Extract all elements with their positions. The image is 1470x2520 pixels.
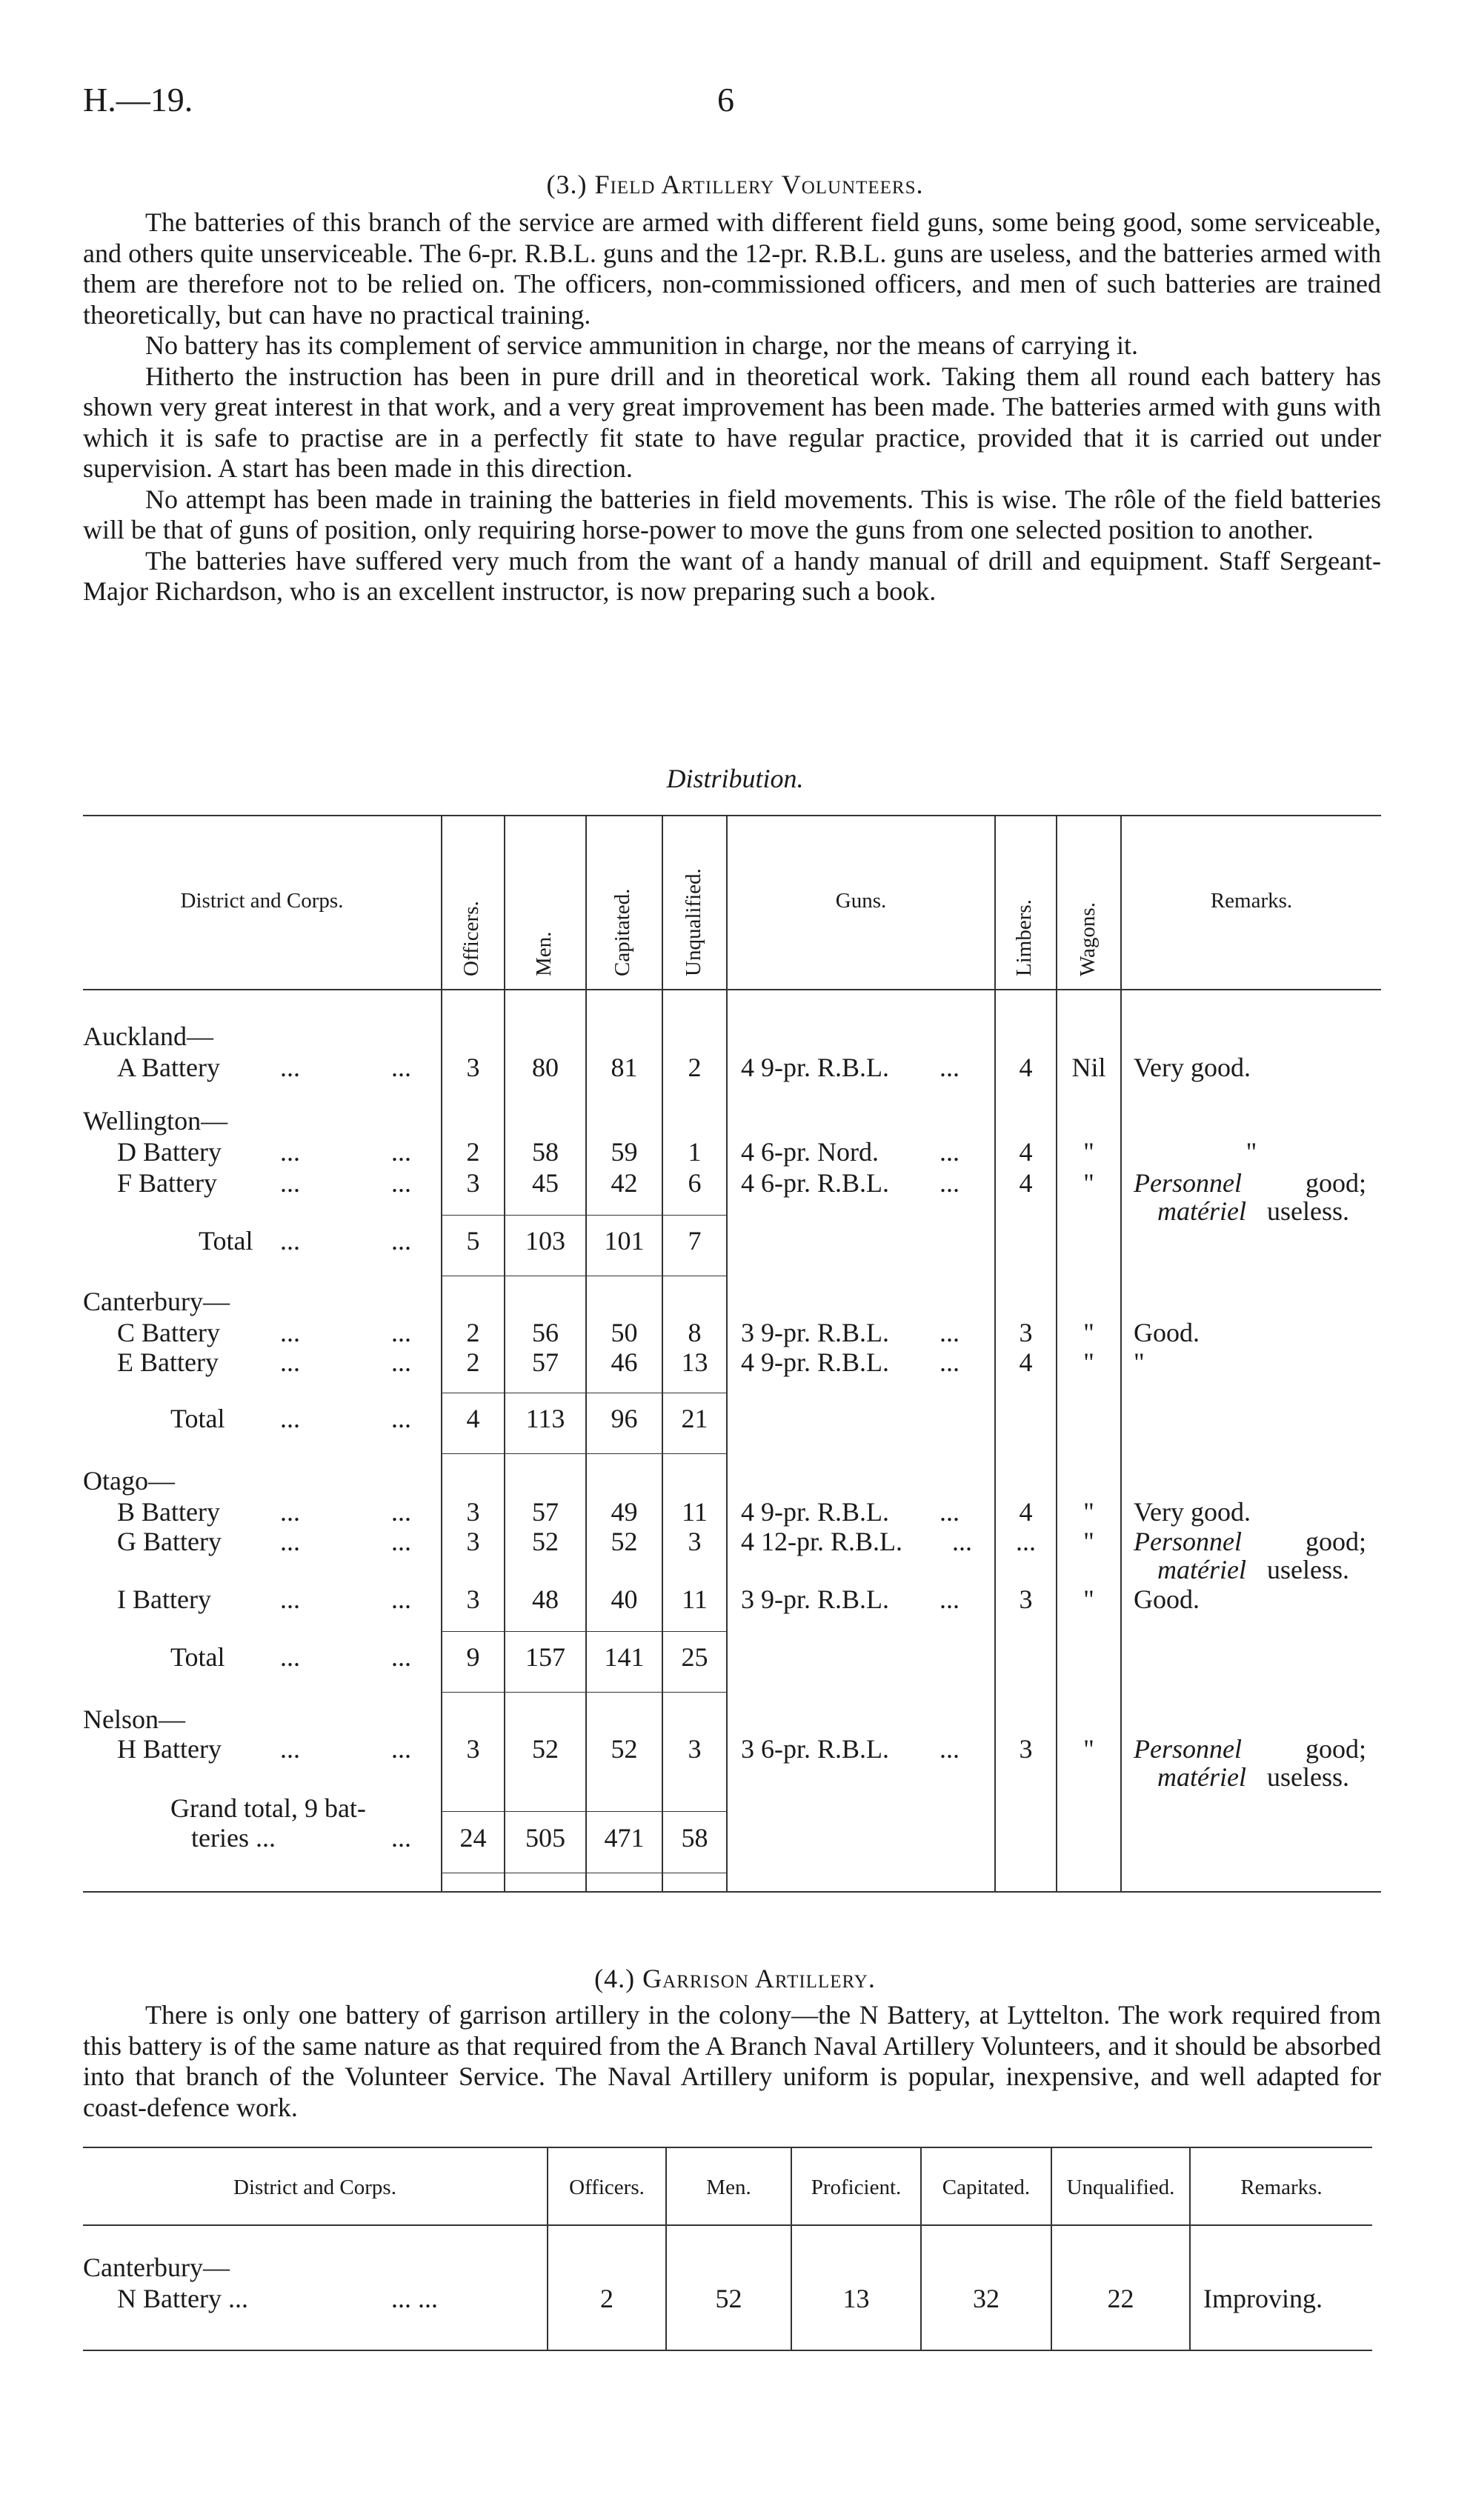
col-header-district: District and Corps. xyxy=(180,889,344,913)
section-4-body xyxy=(83,2000,1381,2123)
guns-value: 4 9-pr. R.B.L. xyxy=(741,1497,890,1527)
total-label: Total xyxy=(170,1404,225,1433)
capitated-value: 49 xyxy=(611,1497,638,1527)
paragraph: The batteries have suffered very much from the want of a handy manual of drill and equipment. Staff Sergeant-Major Richardson, who is an excellent instructor, is now preparing such a book. xyxy=(83,545,1381,606)
corps-name: F Battery xyxy=(117,1168,217,1198)
leader-dots: ... xyxy=(280,1053,300,1082)
leader-dots: ... xyxy=(939,1168,960,1198)
leader-dots: ... xyxy=(391,1347,411,1377)
remarks-materiel: matériel xyxy=(1157,1762,1246,1792)
col-header-remarks: Remarks. xyxy=(1240,2176,1323,2199)
guns-value: 3 9-pr. R.B.L. xyxy=(741,1318,890,1347)
grand-total-label: Grand total, 9 bat- xyxy=(170,1793,366,1823)
remarks-useless: useless. xyxy=(1267,1555,1349,1584)
section-3-body xyxy=(83,207,1381,607)
men-value: 57 xyxy=(532,1347,559,1377)
col-header-remarks: Remarks. xyxy=(1210,889,1293,913)
section-3-number: (3.) xyxy=(546,170,588,199)
unqualified-value: 8 xyxy=(688,1318,702,1347)
officers-value: 9 xyxy=(466,1642,480,1672)
paragraph: No battery has its complement of service ammunition in charge, nor the means of carrying it. xyxy=(145,330,1138,360)
capitated-value: 40 xyxy=(611,1584,638,1614)
officers-value: 3 xyxy=(466,1497,480,1527)
col-header-capitated: Capitated. xyxy=(942,2176,1031,2199)
table-bottom-rule xyxy=(83,2350,1372,2351)
limbers-value: 4 xyxy=(1019,1053,1033,1082)
remarks-value: " xyxy=(1245,1137,1257,1167)
leader-dots: ... xyxy=(939,1584,960,1614)
capitated-value: 81 xyxy=(611,1053,638,1082)
leader-dots: ... xyxy=(391,1642,411,1672)
total-label: Total xyxy=(199,1226,253,1256)
section-4-heading xyxy=(0,1963,1470,1994)
men-value: 52 xyxy=(715,2284,742,2313)
officers-value: 4 xyxy=(466,1404,480,1433)
leader-dots: ... xyxy=(280,1226,300,1256)
unqualified-value: 2 xyxy=(688,1053,702,1082)
guns-value: 3 9-pr. R.B.L. xyxy=(741,1584,890,1614)
officers-value: 2 xyxy=(466,1137,480,1167)
limbers-value: 3 xyxy=(1019,1584,1033,1614)
leader-dots: ... xyxy=(391,1053,411,1082)
men-value: 113 xyxy=(525,1404,565,1433)
leader-dots: ... xyxy=(280,1404,300,1433)
district-canterbury: Canterbury— xyxy=(83,2253,230,2282)
unqualified-value: 11 xyxy=(682,1497,708,1527)
wagons-value: Nil xyxy=(1071,1053,1106,1082)
officers-value: 3 xyxy=(466,1168,480,1198)
capitated-value: 59 xyxy=(611,1137,638,1167)
leader-dots: ... xyxy=(391,1497,411,1527)
district-auckland: Auckland— xyxy=(83,1021,213,1051)
remarks-personnel: Personnel xyxy=(1134,1734,1242,1764)
section-3-title: Field Artillery Volunteers. xyxy=(594,170,924,199)
men-value: 52 xyxy=(532,1734,559,1764)
col-header-men: Men. xyxy=(706,2176,751,2199)
leader-dots: ... xyxy=(280,1137,300,1167)
col-header-unqualified: Unqualified. xyxy=(1066,2176,1175,2199)
district-wellington: Wellington— xyxy=(83,1106,228,1136)
limbers-value: 4 xyxy=(1019,1168,1033,1198)
unqualified-value: 11 xyxy=(682,1584,708,1614)
col-header-proficient: Proficient. xyxy=(811,2176,902,2199)
officers-value: 3 xyxy=(466,1527,480,1556)
remarks-useless: useless. xyxy=(1267,1196,1349,1226)
proficient-value: 13 xyxy=(842,2284,870,2313)
leader-dots: ... xyxy=(391,1137,411,1167)
paragraph: The batteries of this branch of the service are armed with different field guns, some being good, some serviceable, and others quite unserviceable. The 6-pr. R.B.L. guns and the 12-pr. R.B.L. guns are useless, and the batteries armed with them are therefore not to be relied on. The officers, non-commissioned officers, and men of such batteries are trained theoretically, but can have no practical training. xyxy=(83,207,1381,330)
col-header-men: Men. xyxy=(532,931,556,976)
limbers-value: 3 xyxy=(1019,1318,1033,1347)
leader-dots: ... xyxy=(391,1823,411,1853)
capitated-value: 101 xyxy=(604,1226,645,1256)
col-header-unqualified: Unqualified. xyxy=(682,868,705,976)
guns-value: 3 6-pr. R.B.L. xyxy=(741,1734,890,1764)
leader-dots: ... xyxy=(280,1347,300,1377)
wagons-value: " xyxy=(1083,1527,1094,1556)
men-value: 505 xyxy=(525,1823,565,1853)
remarks-good: good; xyxy=(1306,1734,1367,1764)
leader-dots: ... xyxy=(939,1497,960,1527)
col-header-capitated: Capitated. xyxy=(611,888,634,976)
capitated-value: 32 xyxy=(973,2284,1000,2313)
corps-name: A Battery xyxy=(117,1053,220,1082)
table-caption: Distribution. xyxy=(666,764,804,793)
men-value: 48 xyxy=(532,1584,559,1614)
corps-name: G Battery xyxy=(117,1527,222,1556)
wagons-value: " xyxy=(1083,1584,1094,1614)
men-value: 56 xyxy=(532,1318,559,1347)
table-header-rule xyxy=(83,989,1381,990)
officers-value: 3 xyxy=(466,1584,480,1614)
remarks-materiel: matériel xyxy=(1157,1196,1246,1226)
men-value: 157 xyxy=(525,1642,565,1672)
leader-dots: ... xyxy=(939,1318,960,1347)
corps-name: H Battery xyxy=(117,1734,222,1764)
unqualified-value: 21 xyxy=(681,1404,708,1433)
limbers-value: 4 xyxy=(1019,1347,1033,1377)
remarks-value: " xyxy=(1134,1347,1145,1377)
total-rule xyxy=(441,1215,726,1216)
corps-name: E Battery xyxy=(117,1347,219,1377)
capitated-value: 46 xyxy=(611,1347,638,1377)
total-rule xyxy=(441,1811,726,1812)
men-value: 45 xyxy=(532,1168,559,1198)
leader-dots: ... xyxy=(391,1318,411,1347)
col-header-wagons: Wagons. xyxy=(1076,902,1100,976)
leader-dots: ... xyxy=(391,1226,411,1256)
guns-value: 4 9-pr. R.B.L. xyxy=(741,1347,890,1377)
capitated-value: 96 xyxy=(611,1404,638,1433)
table-header-rule xyxy=(83,2224,1372,2226)
men-value: 52 xyxy=(532,1527,559,1556)
officers-value: 3 xyxy=(466,1734,480,1764)
district-canterbury: Canterbury— xyxy=(83,1287,230,1316)
corps-name: I Battery xyxy=(117,1584,211,1614)
unqualified-value: 58 xyxy=(681,1823,708,1853)
leader-dots: ... xyxy=(939,1053,960,1082)
col-divider xyxy=(1120,815,1122,1891)
remarks-good: good; xyxy=(1306,1527,1367,1556)
remarks-good: good; xyxy=(1306,1168,1367,1198)
leader-dots: ... ... xyxy=(391,2284,438,2313)
capitated-value: 471 xyxy=(604,1823,645,1853)
leader-dots: ... xyxy=(280,1497,300,1527)
page-code: H.—19. xyxy=(83,81,193,119)
district-otago: Otago— xyxy=(83,1466,175,1496)
leader-dots: ... xyxy=(939,1734,960,1764)
corps-name: D Battery xyxy=(117,1137,222,1167)
wagons-value: " xyxy=(1083,1347,1094,1377)
guns-value: 4 9-pr. R.B.L. xyxy=(741,1053,890,1082)
paragraph: No attempt has been made in training the batteries in field movements. This is wise. The rôle of the field batteries will be that of guns of position, only requiring horse-power to move the guns from one selected position to another. xyxy=(83,484,1381,544)
unqualified-value: 13 xyxy=(681,1347,708,1377)
corps-name: C Battery xyxy=(117,1318,220,1347)
total-rule xyxy=(441,1453,726,1454)
remarks-personnel: Personnel xyxy=(1134,1527,1242,1556)
wagons-value: " xyxy=(1083,1137,1094,1167)
limbers-value: ... xyxy=(1016,1527,1036,1556)
capitated-value: 50 xyxy=(611,1318,638,1347)
unqualified-value: 22 xyxy=(1107,2284,1134,2313)
unqualified-value: 3 xyxy=(688,1734,702,1764)
leader-dots: ... xyxy=(391,1527,411,1556)
officers-value: 24 xyxy=(459,1823,487,1853)
officers-value: 2 xyxy=(466,1318,480,1347)
corps-name: B Battery xyxy=(117,1497,220,1527)
col-header-limbers: Limbers. xyxy=(1012,899,1036,976)
table-bottom-rule xyxy=(83,1891,1381,1893)
table-top-rule xyxy=(83,815,1381,816)
leader-dots: ... xyxy=(952,1527,972,1556)
wagons-value: " xyxy=(1083,1318,1094,1347)
paragraph: There is only one battery of garrison artillery in the colony—the N Battery, at Lyttelton. The work required from this battery is of the same nature as that required from the A Branch Naval Artillery Volunteers, and it should be absorbed into that branch of the Volunteer Service. The Naval Artillery uniform is popular, inexpensive, and well adapted for coast-defence work. xyxy=(83,2000,1381,2122)
leader-dots: ... xyxy=(391,1734,411,1764)
remarks-personnel: Personnel xyxy=(1134,1168,1242,1198)
leader-dots: ... xyxy=(280,1734,300,1764)
district-nelson: Nelson— xyxy=(83,1704,185,1734)
leader-dots: ... xyxy=(939,1347,960,1377)
section-3-heading xyxy=(0,169,1470,200)
section-4-title: Garrison Artillery. xyxy=(642,1964,876,1993)
col-divider xyxy=(726,815,728,1891)
guns-value: 4 6-pr. Nord. xyxy=(741,1137,879,1167)
col-header-guns: Guns. xyxy=(835,889,887,913)
leader-dots: ... xyxy=(280,1168,300,1198)
total-rule xyxy=(441,1692,726,1693)
remarks-value: Very good. xyxy=(1134,1053,1251,1082)
remarks-useless: useless. xyxy=(1267,1762,1349,1792)
leader-dots: ... xyxy=(391,1168,411,1198)
remarks-value: Improving. xyxy=(1203,2284,1323,2313)
col-header-officers: Officers. xyxy=(459,901,483,976)
leader-dots: ... xyxy=(280,1642,300,1672)
unqualified-value: 6 xyxy=(688,1168,702,1198)
guns-value: 4 12-pr. R.B.L. xyxy=(741,1527,903,1556)
unqualified-value: 25 xyxy=(681,1642,708,1672)
unqualified-value: 7 xyxy=(688,1226,702,1256)
officers-value: 2 xyxy=(600,2284,613,2313)
remarks-materiel: matériel xyxy=(1157,1555,1246,1584)
remarks-value: Very good. xyxy=(1134,1497,1251,1527)
men-value: 57 xyxy=(532,1497,559,1527)
men-value: 58 xyxy=(532,1137,559,1167)
col-header-district: District and Corps. xyxy=(233,2176,396,2199)
guns-value: 4 6-pr. R.B.L. xyxy=(741,1168,890,1198)
men-value: 80 xyxy=(532,1053,559,1082)
capitated-value: 52 xyxy=(611,1734,638,1764)
leader-dots: ... xyxy=(391,1404,411,1433)
remarks-value: Good. xyxy=(1134,1318,1200,1347)
leader-dots: ... xyxy=(939,1137,960,1167)
grand-total-label-cont: teries ... xyxy=(191,1823,276,1853)
leader-dots: ... xyxy=(280,1527,300,1556)
limbers-value: 4 xyxy=(1019,1497,1033,1527)
officers-value: 3 xyxy=(466,1053,480,1082)
wagons-value: " xyxy=(1083,1734,1094,1764)
wagons-value: " xyxy=(1083,1497,1094,1527)
unqualified-value: 3 xyxy=(688,1527,702,1556)
capitated-value: 42 xyxy=(611,1168,638,1198)
section-4-number: (4.) xyxy=(594,1964,636,1993)
page-number: 6 xyxy=(717,81,734,119)
unqualified-value: 1 xyxy=(688,1137,702,1167)
officers-value: 2 xyxy=(466,1347,480,1377)
leader-dots: ... xyxy=(280,1584,300,1614)
total-label: Total xyxy=(170,1642,225,1672)
leader-dots: ... xyxy=(391,1584,411,1614)
leader-dots: ... xyxy=(280,1318,300,1347)
paragraph: Hitherto the instruction has been in pure drill and in theoretical work. Taking them all round each battery has shown very great interest in that work, and a very great improvement has been made. The batteries armed with guns with which it is safe to practise are in a perfectly fit state to have regular practice, provided that it is carried out under supervision. A start has been made in this direction. xyxy=(83,361,1381,483)
limbers-value: 3 xyxy=(1019,1734,1033,1764)
remarks-value: Good. xyxy=(1134,1584,1200,1614)
men-value: 103 xyxy=(525,1226,565,1256)
officers-value: 5 xyxy=(466,1226,480,1256)
wagons-value: " xyxy=(1083,1168,1094,1198)
capitated-value: 141 xyxy=(604,1642,645,1672)
corps-name: N Battery ... xyxy=(117,2284,248,2313)
capitated-value: 52 xyxy=(611,1527,638,1556)
table-top-rule xyxy=(83,2147,1372,2148)
limbers-value: 4 xyxy=(1019,1137,1033,1167)
col-header-officers: Officers. xyxy=(569,2176,645,2199)
total-rule xyxy=(441,1631,726,1632)
